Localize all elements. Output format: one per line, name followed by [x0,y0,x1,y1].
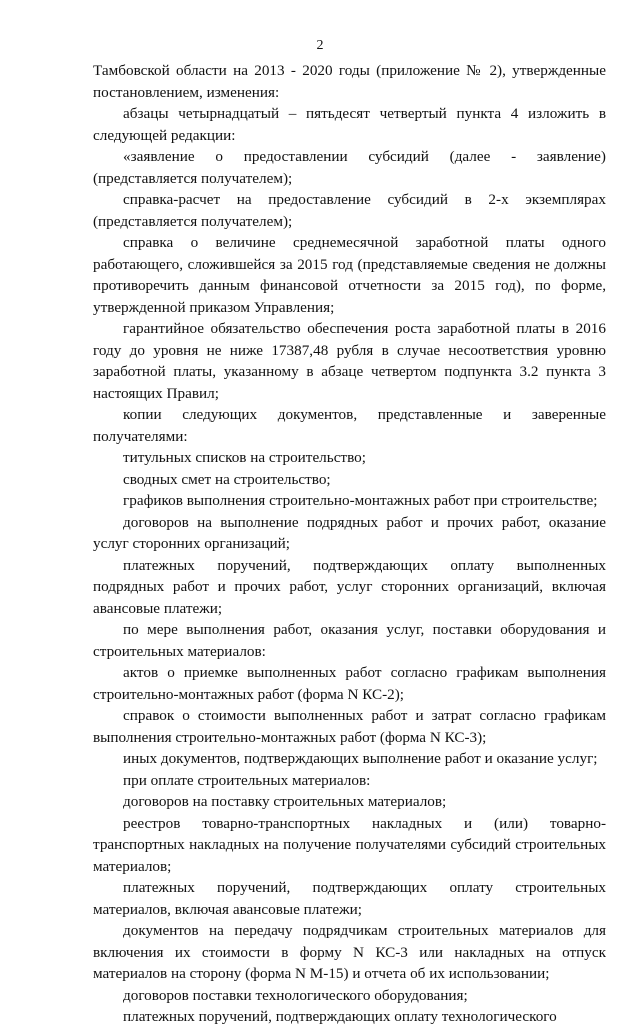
page-number: 2 [316,38,324,53]
paragraph: копии следующих документов, представленные и заверенные получателями: [93,406,606,445]
paragraph: справка о величине среднемесячной заработной платы одного работающего, сложившейся за 2015 год (представляемые сведения не должны противоречить данным финансовой отчетности за 2015 год), по форме, утвержденной приказом Управления; [93,234,606,316]
paragraph: актов о приемке выполненных работ согласно графикам выполнения строительно-монтажных работ (форма N КС-2); [93,664,606,703]
paragraph: справок о стоимости выполненных работ и затрат согласно графикам выполнения строительно-монтажных работ (форма N КС-3); [93,707,606,746]
paragraph: при оплате строительных материалов: [123,771,371,789]
paragraph: договоров поставки технологического оборудования; [123,986,468,1004]
paragraph: Тамбовской области на 2013 - 2020 годы (приложение № 2), утвержденные постановлением, изменения: [93,62,606,101]
paragraph: по мере выполнения работ, оказания услуг, поставки оборудования и строительных материалов: [93,621,606,660]
paragraph: титульных списков на строительство; [123,449,366,466]
paragraph: договоров на выполнение подрядных работ и прочих работ, оказание услуг сторонних организаций; [93,513,606,552]
paragraph: реестров товарно-транспортных накладных и (или) товарно-транспортных накладных на получение получателями субсидий строительных материалов; [93,814,606,875]
paragraph: платежных поручений, подтверждающих оплату строительных материалов, включая авансовые платежи; [93,879,606,918]
paragraph: иных документов, подтверждающих выполнение работ и оказание услуг; [123,750,598,767]
document-body [93,60,606,1028]
paragraph: абзацы четырнадцатый – пятьдесят четвертый пункта 4 изложить в следующей редакции: [93,105,606,144]
paragraph: справка-расчет на предоставление субсидий в 2-х экземплярах (представляется получателем); [93,191,606,230]
paragraph: договоров на поставку строительных материалов; [123,793,447,810]
paragraph: платежных поручений, подтверждающих оплату технологического [123,1008,557,1025]
paragraph: графиков выполнения строительно-монтажных работ при строительстве; [123,492,598,509]
paragraph: документов на передачу подрядчикам строительных материалов для включения их стоимости в форму N КС-3 или накладных на отпуск материалов на сторону (форма N М-15) и отчета об их использовании; [93,922,606,982]
paragraph: сводных смет на строительство; [123,470,331,488]
paragraph: платежных поручений, подтверждающих оплату выполненных подрядных работ и прочих работ, услуг сторонних организаций, включая авансовые платежи; [93,556,606,617]
paragraph: «заявление о предоставлении субсидий (далее - заявление) (представляется получателем); [93,148,606,187]
paragraph: гарантийное обязательство обеспечения роста заработной платы в 2016 году до уровня не ниже 17387,48 рубля в случае несоответствия уровню заработной платы, указанному в абзаце четвертом подпункта 3.2 пункта 3 настоящих Правил; [93,320,606,402]
